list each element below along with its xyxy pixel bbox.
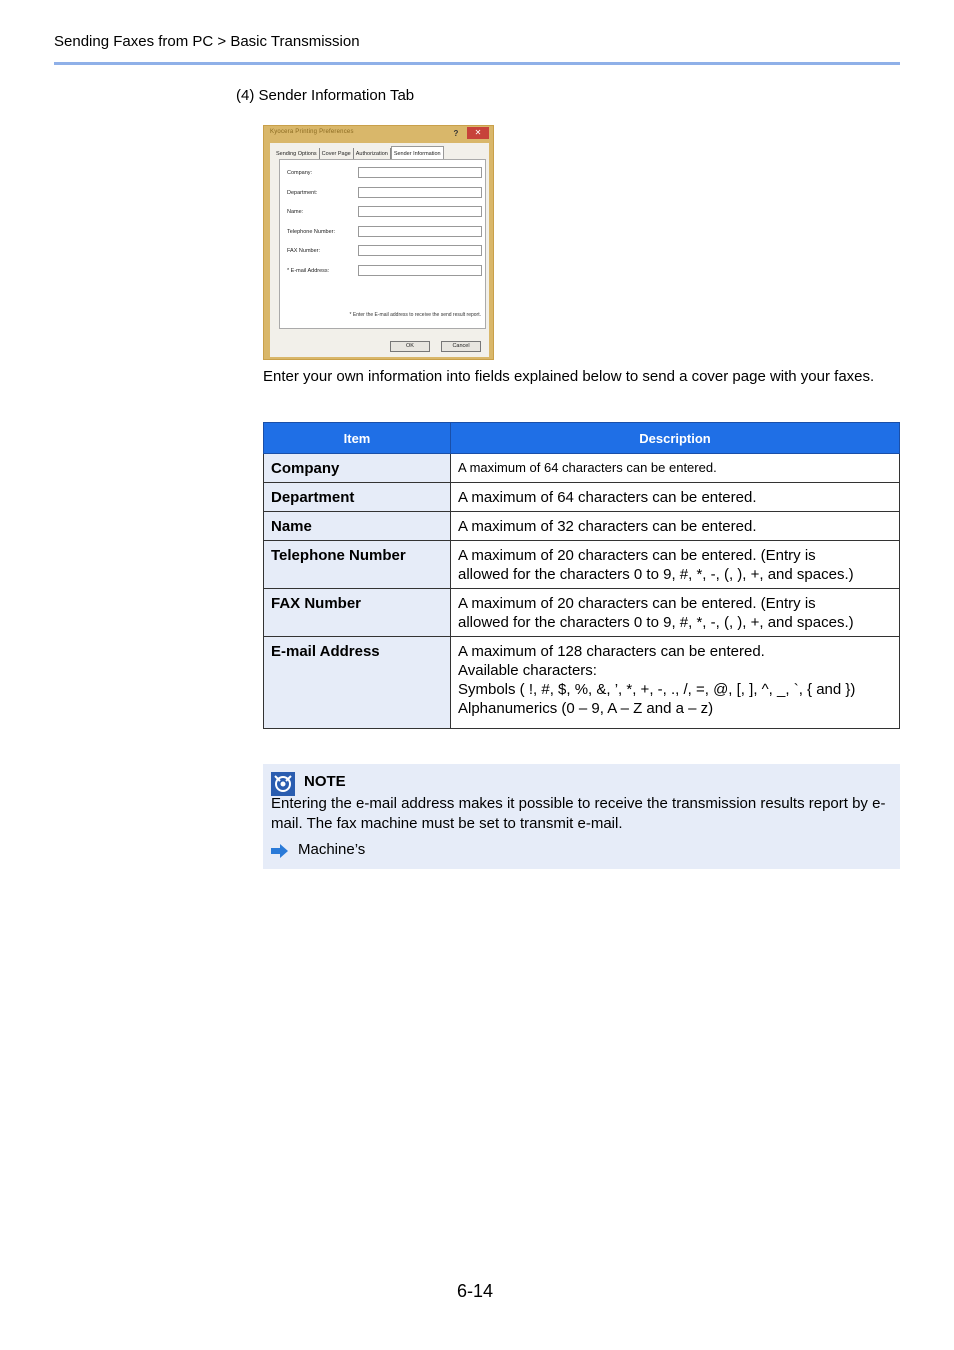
header-divider xyxy=(54,62,900,65)
help-icon[interactable]: ? xyxy=(453,129,459,138)
row-item: E-mail Address xyxy=(264,637,451,729)
cancel-button[interactable]: Cancel xyxy=(441,341,481,352)
dialog-titlebar xyxy=(264,126,493,142)
description-line: allowed for the characters 0 to 9, #, *, -, (, ), +, and spaces.) xyxy=(458,614,854,631)
table-header-row xyxy=(264,423,900,454)
description-line: A maximum of 128 characters can be entered. xyxy=(458,643,765,660)
row-item: FAX Number xyxy=(264,589,451,637)
description-line: A maximum of 32 characters can be entered. xyxy=(458,518,757,535)
tab-authorization[interactable]: Authorization xyxy=(354,148,391,160)
dialog-body xyxy=(270,143,489,357)
row-item: Name xyxy=(264,512,451,541)
department-field[interactable] xyxy=(358,187,482,198)
sender-information-dialog-screenshot xyxy=(263,125,494,360)
table-row xyxy=(264,512,900,541)
ok-button[interactable]: OK xyxy=(390,341,430,352)
table-row xyxy=(264,483,900,512)
row-description xyxy=(451,454,900,483)
description-line: allowed for the characters 0 to 9, #, *, -, (, ), +, and spaces.) xyxy=(458,566,854,583)
company-field[interactable] xyxy=(358,167,482,178)
description-line: Available characters: xyxy=(458,662,597,679)
name-field[interactable] xyxy=(358,206,482,217)
row-item: Company xyxy=(264,454,451,483)
description-line: Alphanumerics (0 – 9, A – Z and a – z) xyxy=(458,700,714,717)
table-row xyxy=(264,541,900,589)
telephone-label: Telephone Number: xyxy=(287,229,336,235)
telephone-field[interactable] xyxy=(358,226,482,237)
intro-paragraph: Enter your own information into fields explained below to send a cover page with your faxes. xyxy=(263,368,875,385)
note-icon xyxy=(271,772,295,796)
department-label: Department: xyxy=(287,190,318,196)
column-header-item: Item xyxy=(264,423,451,454)
sender-information-panel xyxy=(279,159,486,329)
description-line: A maximum of 64 characters can be entered. xyxy=(458,460,717,475)
name-label: Name: xyxy=(287,209,304,215)
description-line: A maximum of 20 characters can be entered. (Entry is xyxy=(458,595,816,612)
field-specification-table xyxy=(263,422,900,729)
close-icon[interactable]: ✕ xyxy=(467,127,489,139)
page-number: 6-14 xyxy=(457,1281,494,1301)
row-item: Telephone Number xyxy=(264,541,451,589)
description-line: A maximum of 20 characters can be entered. (Entry is xyxy=(458,547,816,564)
tab-cover-page[interactable]: Cover Page xyxy=(320,148,354,160)
breadcrumb: Sending Faxes from PC > Basic Transmission xyxy=(54,33,360,50)
row-item: Department xyxy=(264,483,451,512)
note-text: Entering the e-mail address makes it possible to receive the transmission results report by e-mail. The fax machine must be set to transmit e-mail. xyxy=(271,795,886,832)
company-label: Company: xyxy=(287,170,313,176)
row-description xyxy=(451,637,900,729)
table-row xyxy=(264,589,900,637)
email-label: * E-mail Address: xyxy=(287,268,330,274)
note-box xyxy=(263,764,900,869)
email-note: * Enter the E-mail address to receive the send result report. xyxy=(349,312,481,318)
row-description xyxy=(451,483,900,512)
arrow-right-icon xyxy=(271,844,289,858)
fax-number-field[interactable] xyxy=(358,245,482,256)
row-description xyxy=(451,512,900,541)
column-header-description: Description xyxy=(451,423,900,454)
dialog-title: Kyocera Printing Preferences xyxy=(270,129,354,135)
machine-reference-link[interactable]: Machine’s xyxy=(298,841,366,858)
description-line: Symbols ( !, #, $, %, &, ’, *, +, -, ., /, =, @, [, ], ^, _, `, { and }) xyxy=(458,681,856,698)
email-field[interactable] xyxy=(358,265,482,276)
row-description xyxy=(451,589,900,637)
tab-sender-information[interactable]: Sender Information xyxy=(391,146,444,160)
table-row xyxy=(264,637,900,729)
row-description xyxy=(451,541,900,589)
tab-sending-options[interactable]: Sending Options xyxy=(274,148,320,160)
fax-number-label: FAX Number: xyxy=(287,248,321,254)
section-heading: (4) Sender Information Tab xyxy=(236,87,415,104)
description-line: A maximum of 64 characters can be entered. xyxy=(458,489,757,506)
note-title: NOTE xyxy=(304,773,346,790)
table-row xyxy=(264,454,900,483)
